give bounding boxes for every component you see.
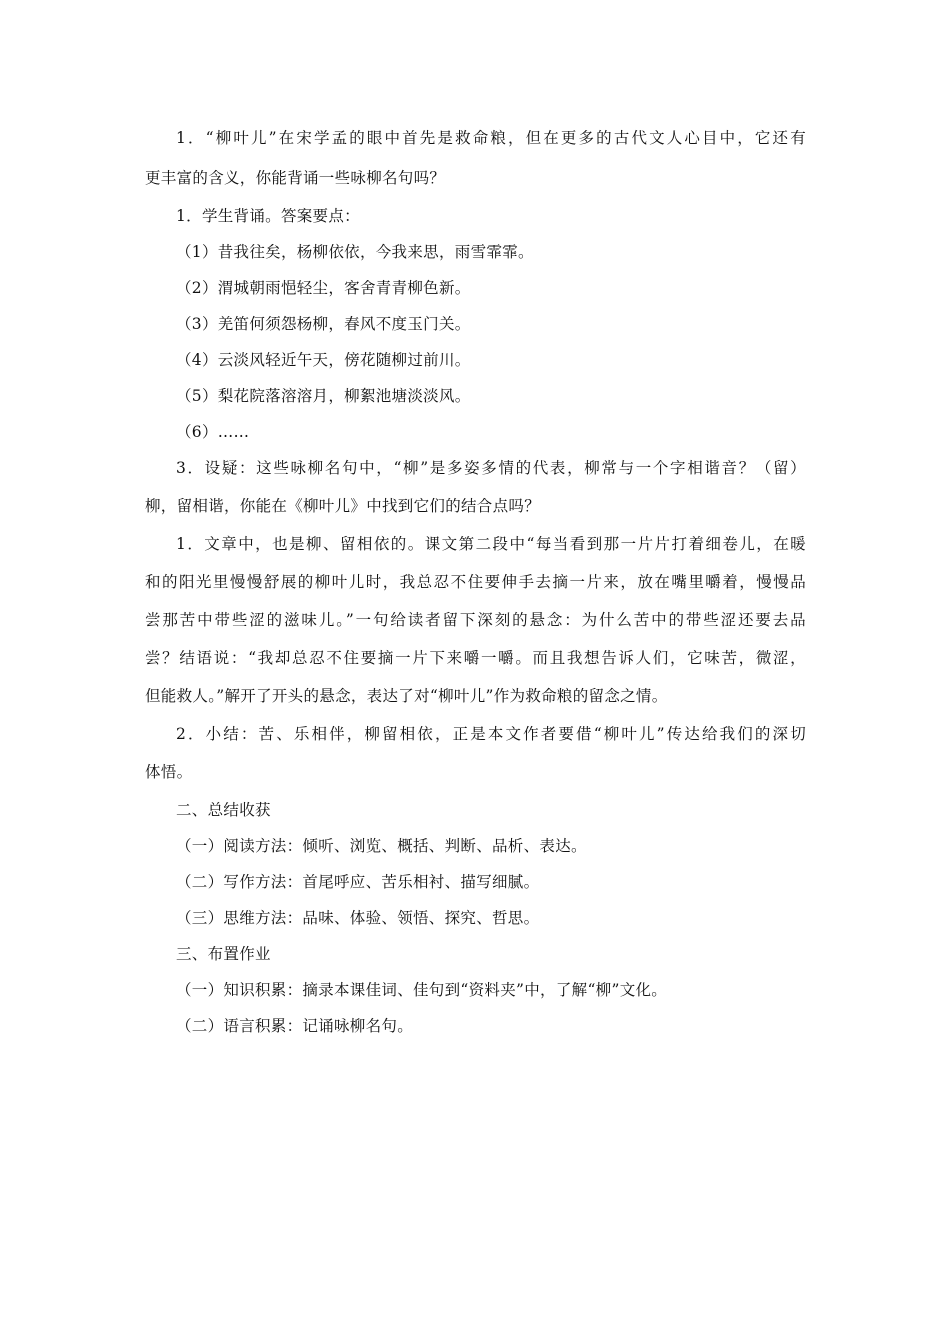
homework-item-2: （二）语言积累：记诵咏柳名句。 bbox=[176, 1017, 414, 1035]
reading-method: （一）阅读方法：倾听、浏览、概括、判断、品析、表达。 bbox=[176, 837, 587, 855]
thinking-method: （三）思维方法：品味、体验、领悟、探究、哲思。 bbox=[176, 909, 540, 927]
section-heading-3: 三、布置作业 bbox=[176, 945, 271, 963]
paragraph-summary-line-2: 体悟。 bbox=[145, 763, 193, 781]
homework-item-1: （一）知识积累：摘录本课佳词、佳句到“资料夹”中，了解“柳”文化。 bbox=[176, 981, 668, 999]
paragraph-analysis-line-4: 尝？结语说：“我却总忍不住要摘一片下来嚼一嚼。而且我想告诉人们，它味苦，微涩， bbox=[145, 649, 806, 667]
paragraph-analysis-line-5: 但能救人。”解开了开头的悬念，表达了对“柳叶儿”作为救命粮的留念之情。 bbox=[145, 687, 668, 705]
poem-line-5: （5）梨花院落溶溶月，柳絮池塘淡淡风。 bbox=[176, 387, 471, 405]
paragraph-question-1-line-1: 1．“柳叶儿”在宋学孟的眼中首先是救命粮，但在更多的古代文人心目中，它还有 bbox=[176, 129, 806, 147]
section-heading-2: 二、总结收获 bbox=[176, 801, 271, 819]
poem-line-3: （3）羌笛何须怨杨柳，春风不度玉门关。 bbox=[176, 315, 471, 333]
paragraph-question-3-line-2: 柳，留相谐，你能在《柳叶儿》中找到它们的结合点吗？ bbox=[145, 497, 541, 515]
paragraph-summary-line-1: 2．小结：苦、乐相伴，柳留相依，正是本文作者要借“柳叶儿”传达给我们的深切 bbox=[176, 725, 806, 743]
paragraph-analysis-line-1: 1．文章中，也是柳、留相依的。课文第二段中“每当看到那一片片打着细卷儿，在暖 bbox=[176, 535, 806, 553]
poem-line-2: （2）渭城朝雨悒轻尘，客舍青青柳色新。 bbox=[176, 279, 471, 297]
answer-heading: 1．学生背诵。答案要点： bbox=[176, 207, 360, 225]
paragraph-question-3-line-1: 3．设疑：这些咏柳名句中，“柳”是多姿多情的代表，柳常与一个字相谐音？（留） bbox=[176, 459, 806, 477]
writing-method: （二）写作方法：首尾呼应、苦乐相衬、描写细腻。 bbox=[176, 873, 540, 891]
paragraph-analysis-line-2: 和的阳光里慢慢舒展的柳叶儿时，我总忍不住要伸手去摘一片来，放在嘴里嚼着，慢慢品 bbox=[145, 573, 806, 591]
poem-line-4: （4）云淡风轻近午天，傍花随柳过前川。 bbox=[176, 351, 471, 369]
poem-line-1: （1）昔我往矣，杨柳依依，今我来思，雨雪霏霏。 bbox=[176, 243, 534, 261]
poem-line-6: （6）…… bbox=[176, 423, 250, 441]
paragraph-question-1-line-2: 更丰富的含义，你能背诵一些咏柳名句吗？ bbox=[145, 169, 446, 187]
paragraph-analysis-line-3: 尝那苦中带些涩的滋味儿。”一句给读者留下深刻的悬念：为什么苦中的带些涩还要去品 bbox=[145, 611, 806, 629]
